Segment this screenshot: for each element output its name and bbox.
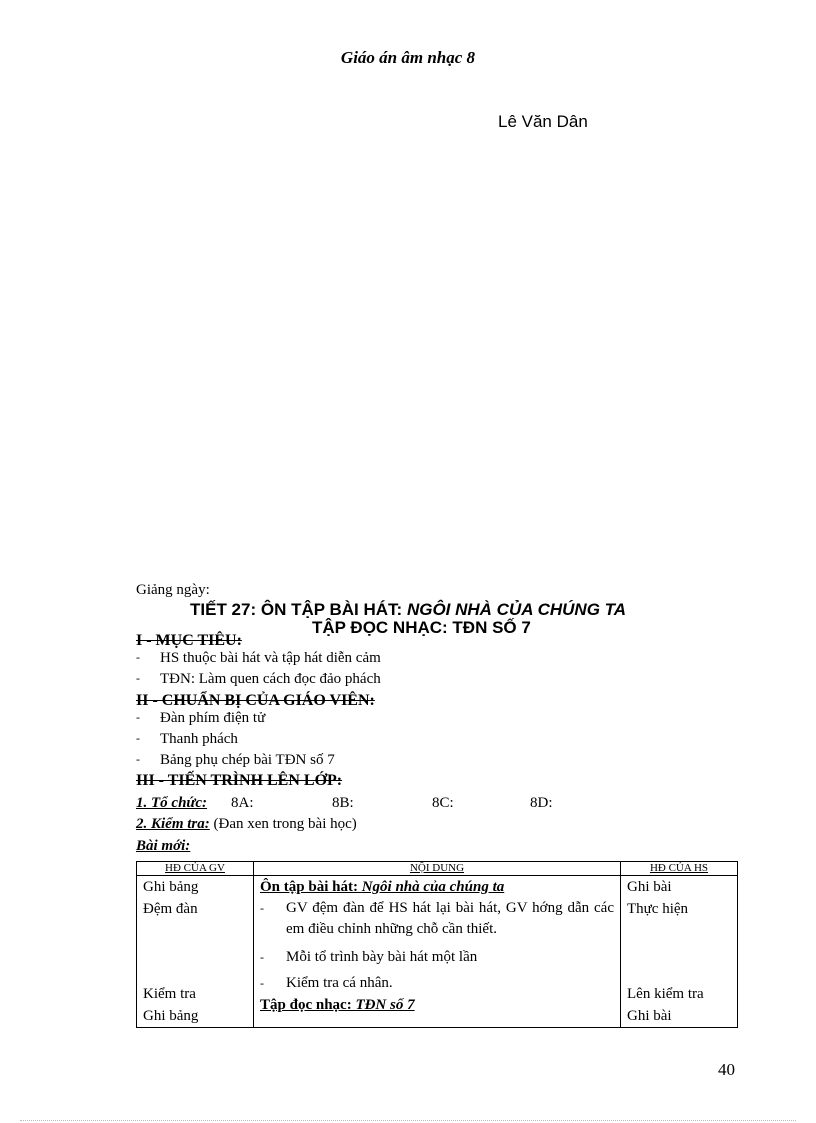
lesson-song-name: NGÔI NHÀ CỦA CHÚNG TA — [406, 600, 627, 619]
class-8d: 8D: — [530, 795, 553, 811]
list-item: - GV đệm đàn để HS hát lại bài hát, GV hớng dẫn các em điều chỉnh những chỗ cần thiết. — [260, 898, 614, 940]
bullet-glyph: - — [260, 976, 264, 990]
bullet-glyph: - — [136, 731, 140, 745]
hs-item: Ghi bài — [627, 879, 672, 895]
lesson-title-prefix: TIẾT 27: ÔN TẬP BÀI HÁT: — [190, 600, 407, 619]
lesson-table — [136, 861, 738, 1028]
review-label: Ôn tập bài hát: — [260, 879, 362, 895]
review-heading — [260, 876, 614, 898]
list-item: - HS thuộc bài hát và tập hát diễn cảm — [136, 650, 381, 666]
class-8b: 8B: — [332, 795, 354, 811]
bullet-glyph: - — [260, 950, 264, 964]
check-text: (Đan xen trong bài học) — [209, 816, 357, 832]
hs-column — [621, 876, 738, 1028]
header-content: NỘI DUNG — [254, 862, 621, 876]
page-bottom-divider — [20, 1120, 796, 1121]
new-lesson-label: Bài mới: — [136, 838, 191, 854]
check-label: 2. Kiểm tra: — [136, 816, 210, 832]
bullet-glyph: - — [136, 650, 140, 664]
date-label: Giảng ngày: — [136, 582, 210, 598]
class-8c: 8C: — [432, 795, 454, 811]
bullet-glyph: - — [136, 752, 140, 766]
list-item: - Kiểm tra cá nhân. — [260, 972, 614, 994]
new-lesson-line — [136, 838, 190, 855]
page-number: 40 — [718, 1060, 735, 1079]
bullet-glyph: - — [260, 901, 264, 915]
gv-item: Ghi bảng — [143, 1008, 199, 1024]
gv-item: Đệm đàn — [143, 901, 198, 917]
header-gv: HĐ CỦA GV — [137, 862, 254, 876]
section-heading-procedure: III - TIẾN TRÌNH LÊN LỚP: — [136, 772, 343, 789]
list-item: - Thanh phách — [136, 731, 238, 747]
section-heading-objectives: I - MỤC TIÊU: — [136, 632, 242, 649]
hs-item: Ghi bài — [627, 1008, 672, 1024]
list-item: - TĐN: Làm quen cách đọc đảo phách — [136, 671, 381, 687]
bullet-glyph: - — [136, 671, 140, 685]
tdn-label: Tập đọc nhạc: — [260, 997, 356, 1013]
gv-item: Ghi bảng — [143, 879, 199, 895]
table-header-row — [137, 862, 738, 876]
lesson-title — [190, 600, 626, 620]
organize-label: 1. Tổ chức: — [136, 795, 208, 811]
gv-item: Kiểm tra — [143, 986, 196, 1002]
hs-item: Thực hiện — [627, 901, 689, 917]
section-heading-preparation: II - CHUẨN BỊ CỦA GIÁO VIÊN: — [136, 692, 375, 709]
lesson-subtitle: TẬP ĐỌC NHẠC: TĐN SỐ 7 — [312, 618, 531, 637]
hs-item: Lên kiểm tra — [627, 986, 704, 1002]
tdn-heading — [260, 994, 614, 1016]
content-column — [254, 876, 621, 1028]
document-header: Giáo án âm nhạc 8 — [340, 48, 476, 67]
table-row — [137, 876, 738, 1028]
list-item: - Bảng phụ chép bài TĐN số 7 — [136, 752, 335, 768]
bullet-glyph: - — [136, 710, 140, 724]
list-item: - Mỗi tổ trình bày bài hát một lần — [260, 946, 614, 968]
class-8a: 8A: — [231, 795, 254, 811]
check-line — [136, 816, 357, 833]
author-name: Lê Văn Dân — [498, 112, 588, 131]
organize-line — [136, 795, 736, 815]
list-item: - Đàn phím điện tử — [136, 710, 266, 726]
gv-column — [137, 876, 254, 1028]
tdn-value: TĐN số 7 — [355, 997, 415, 1013]
header-hs: HĐ CỦA HS — [621, 862, 738, 876]
review-song: Ngôi nhà của chúng ta — [361, 879, 505, 895]
